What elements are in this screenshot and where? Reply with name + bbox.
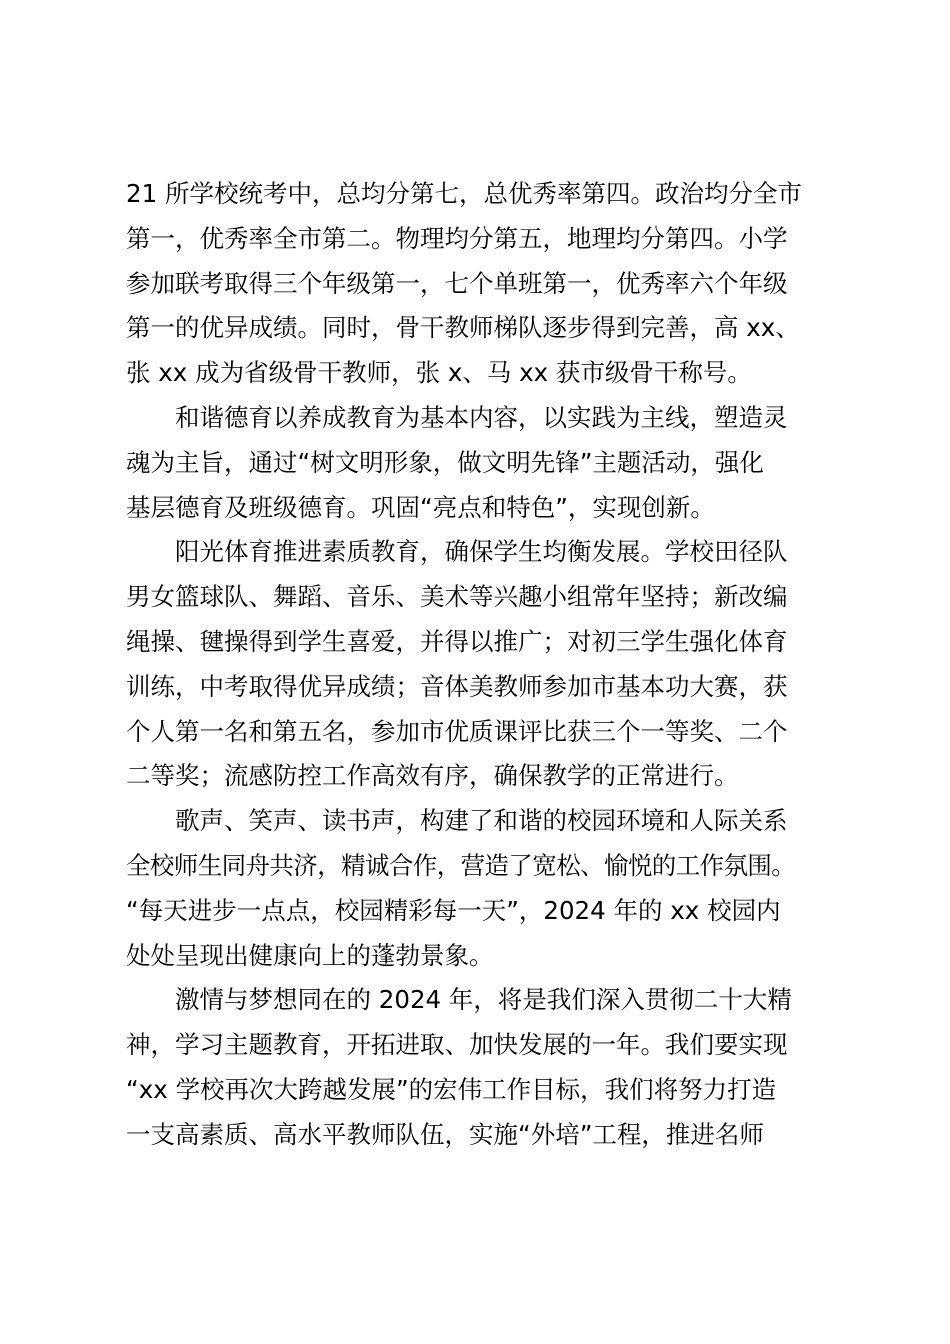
document-body — [126, 172, 846, 1158]
paragraph-sports — [126, 530, 846, 799]
text-line: “xx 学校再次大跨越发展”的宏伟工作目标，我们将努力打造 — [126, 1074, 777, 1104]
paragraph-moral-education — [126, 396, 846, 530]
text-line: 魂为主旨，通过“树文明形象，做文明先锋”主题活动，强化 — [126, 447, 764, 477]
text-line: 第一的优异成绩。同时，骨干教师梯队逐步得到完善，高 xx、 — [126, 313, 800, 343]
text-line: 训练，中考取得优异成绩；音体美教师参加市基本功大赛，获 — [126, 671, 788, 701]
text-line: 张 xx 成为省级骨干教师，张 x、马 xx 获市级骨干称号。 — [126, 358, 752, 388]
text-line: 阳光体育推进素质教育，确保学生均衡发展。学校田径队 — [175, 537, 788, 567]
text-line: 和谐德育以养成教育为基本内容，以实践为主线，塑造灵 — [175, 402, 788, 432]
paragraph-future-goals — [126, 978, 846, 1157]
text-line: 一支高素质、高水平教师队伍，实施“外培”工程，推进名师 — [126, 1119, 764, 1149]
paragraph-exam-results — [126, 172, 846, 396]
text-line: “每天进步一点点，校园精彩每一天”，2024 年的 xx 校园内 — [126, 895, 781, 925]
text-line: 神，学习主题教育，开拓进取、加快发展的一年。我们要实现 — [126, 1030, 788, 1060]
text-line: 激情与梦想同在的 2024 年，将是我们深入贯彻二十大精 — [175, 985, 792, 1015]
text-line: 二等奖；流感防控工作高效有序，确保教学的正常进行。 — [126, 761, 739, 791]
text-line: 歌声、笑声、读书声，构建了和谐的校园环境和人际关系 — [175, 806, 788, 836]
text-line: 个人第一名和第五名，参加市优质课评比获三个一等奖、二个 — [126, 716, 788, 746]
text-line: 参加联考取得三个年级第一，七个单班第一，优秀率六个年级 — [126, 268, 788, 298]
text-line: 男女篮球队、舞蹈、音乐、美术等兴趣小组常年坚持；新改编 — [126, 582, 788, 612]
text-line: 全校师生同舟共济，精诚合作，营造了宽松、愉悦的工作氛围。 — [126, 850, 796, 880]
text-line: 基层德育及班级德育。巩固“亮点和特色”，实现创新。 — [126, 492, 715, 522]
text-line: 绳操、毽操得到学生喜爱，并得以推广；对初三学生强化体育 — [126, 626, 788, 656]
text-line: 第一，优秀率全市第二。物理均分第五，地理均分第四。小学 — [126, 223, 788, 253]
text-line: 21 所学校统考中，总均分第七，总优秀率第四。政治均分全市 — [126, 179, 802, 208]
text-line: 处处呈现出健康向上的蓬勃景象。 — [126, 940, 494, 970]
paragraph-campus-environment — [126, 799, 846, 978]
